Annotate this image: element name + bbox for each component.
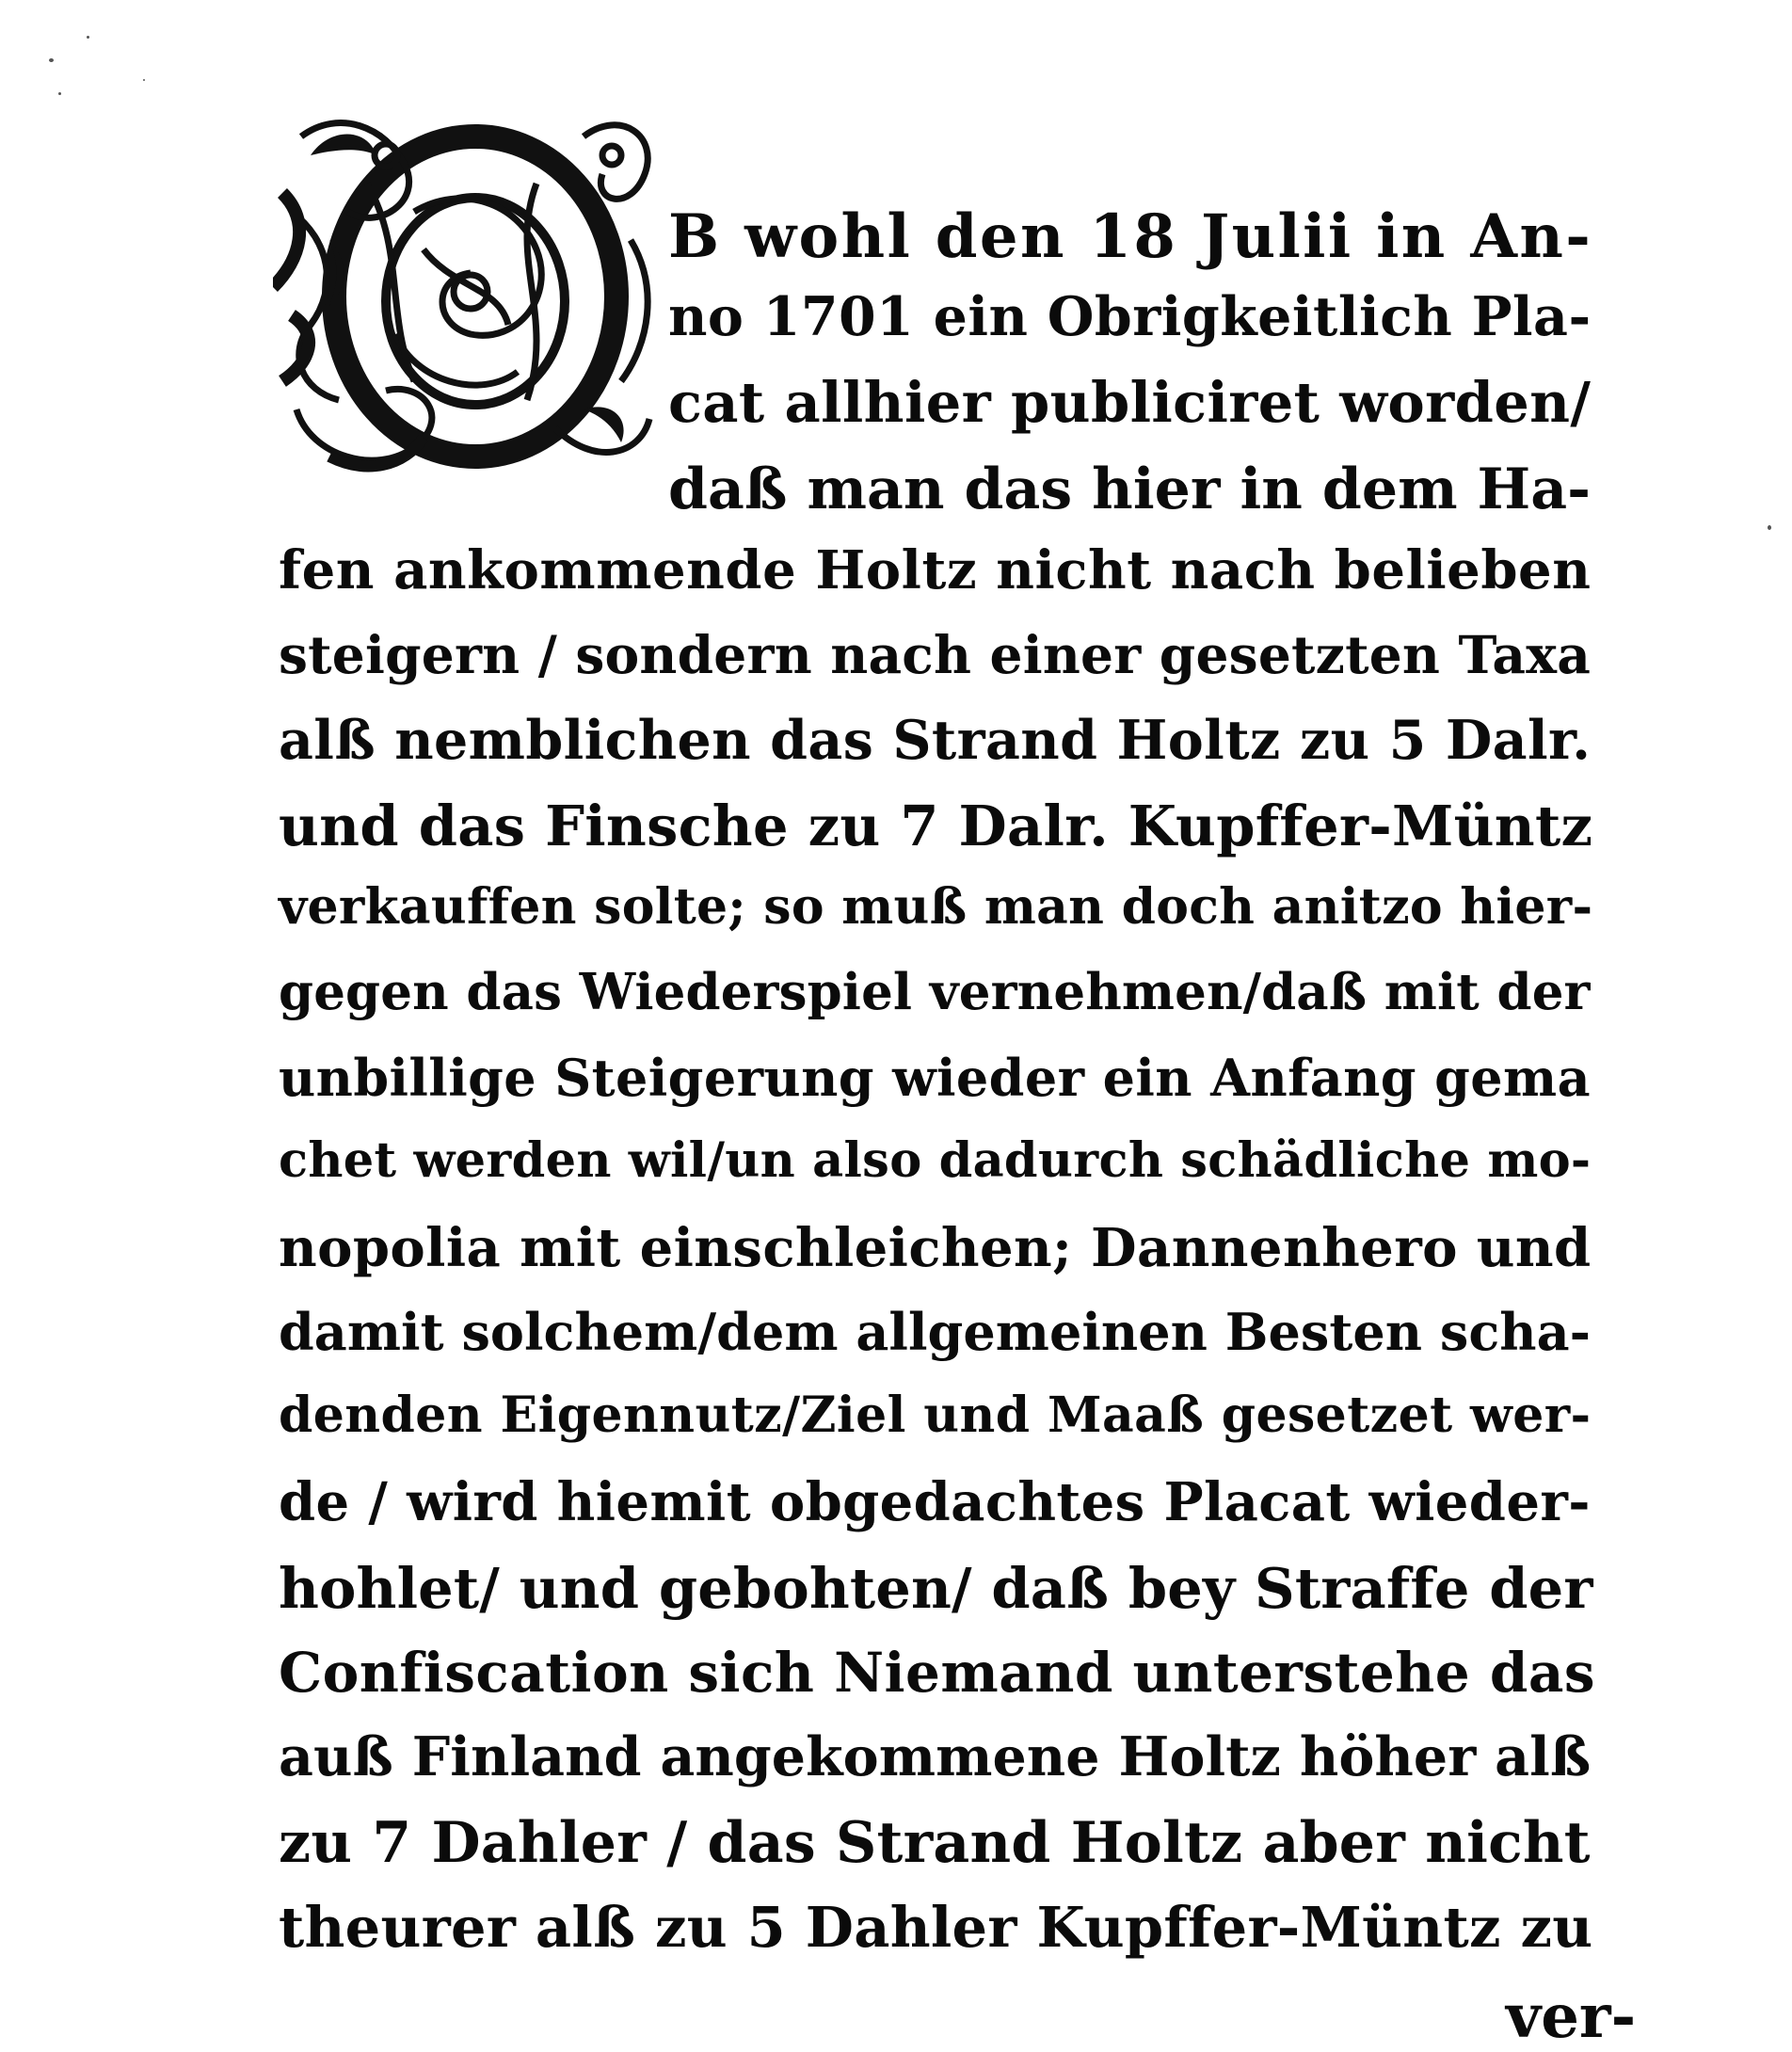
text-line: nopolia mit einschleichen; Dannenhero und (279, 1217, 1592, 1279)
catchword: ver- (1506, 1981, 1637, 2052)
text-line: unbillige Steigerung wieder ein Anfang gema (279, 1048, 1591, 1108)
text-line: de / wird hiemit obgedachtes Placat wieder- (279, 1471, 1591, 1533)
text-line: auß Finland angekommene Holtz höher alß (279, 1725, 1592, 1788)
text-line: no 1701 ein Obrigkeitlich Pla- (668, 285, 1592, 348)
text-line: verkauffen solte; so muß man doch anitzo hier- (279, 878, 1593, 936)
text-line: chet werden wil/un also dadurch schädliche mo- (279, 1132, 1592, 1189)
speck (58, 92, 61, 95)
text-line: und das Finsche zu 7 Dalr. Kupffer-Müntz (279, 794, 1593, 858)
text-line: damit solchem/dem allgemeinen Besten scha- (279, 1302, 1592, 1362)
initial-letter (273, 99, 668, 485)
speck (1768, 525, 1771, 530)
decorated-initial (273, 99, 668, 485)
text-line: Confiscation sich Niemand unterstehe das (279, 1641, 1595, 1705)
text-line: steigern / sondern nach einer gesetzten Taxa (279, 624, 1592, 685)
text-line: theurer alß zu 5 Dahler Kupffer-Müntz zu (279, 1895, 1593, 1960)
speck (87, 36, 89, 39)
text-line: denden Eigennutz/Ziel und Maaß gesetzet wer- (279, 1387, 1592, 1444)
text-line: fen ankommende Holtz nicht nach belieben (279, 539, 1592, 601)
text-line: B wohl den 18 Julii in An- (668, 201, 1593, 272)
text-line: alß nemblichen das Strand Holtz zu 5 Dalr. (279, 709, 1592, 772)
speck (49, 58, 54, 62)
speck (143, 79, 145, 81)
text-line: hohlet/ und gebohten/ daß bey Straffe der (279, 1556, 1593, 1621)
text-line: zu 7 Dahler / das Strand Holtz aber nicht (279, 1810, 1591, 1876)
text-line: gegen das Wiederspiel vernehmen/daß mit der (279, 963, 1591, 1021)
text-line: daß man das hier in dem Ha- (668, 457, 1592, 522)
text-line: cat allhier publiciret worden/ (668, 370, 1592, 435)
